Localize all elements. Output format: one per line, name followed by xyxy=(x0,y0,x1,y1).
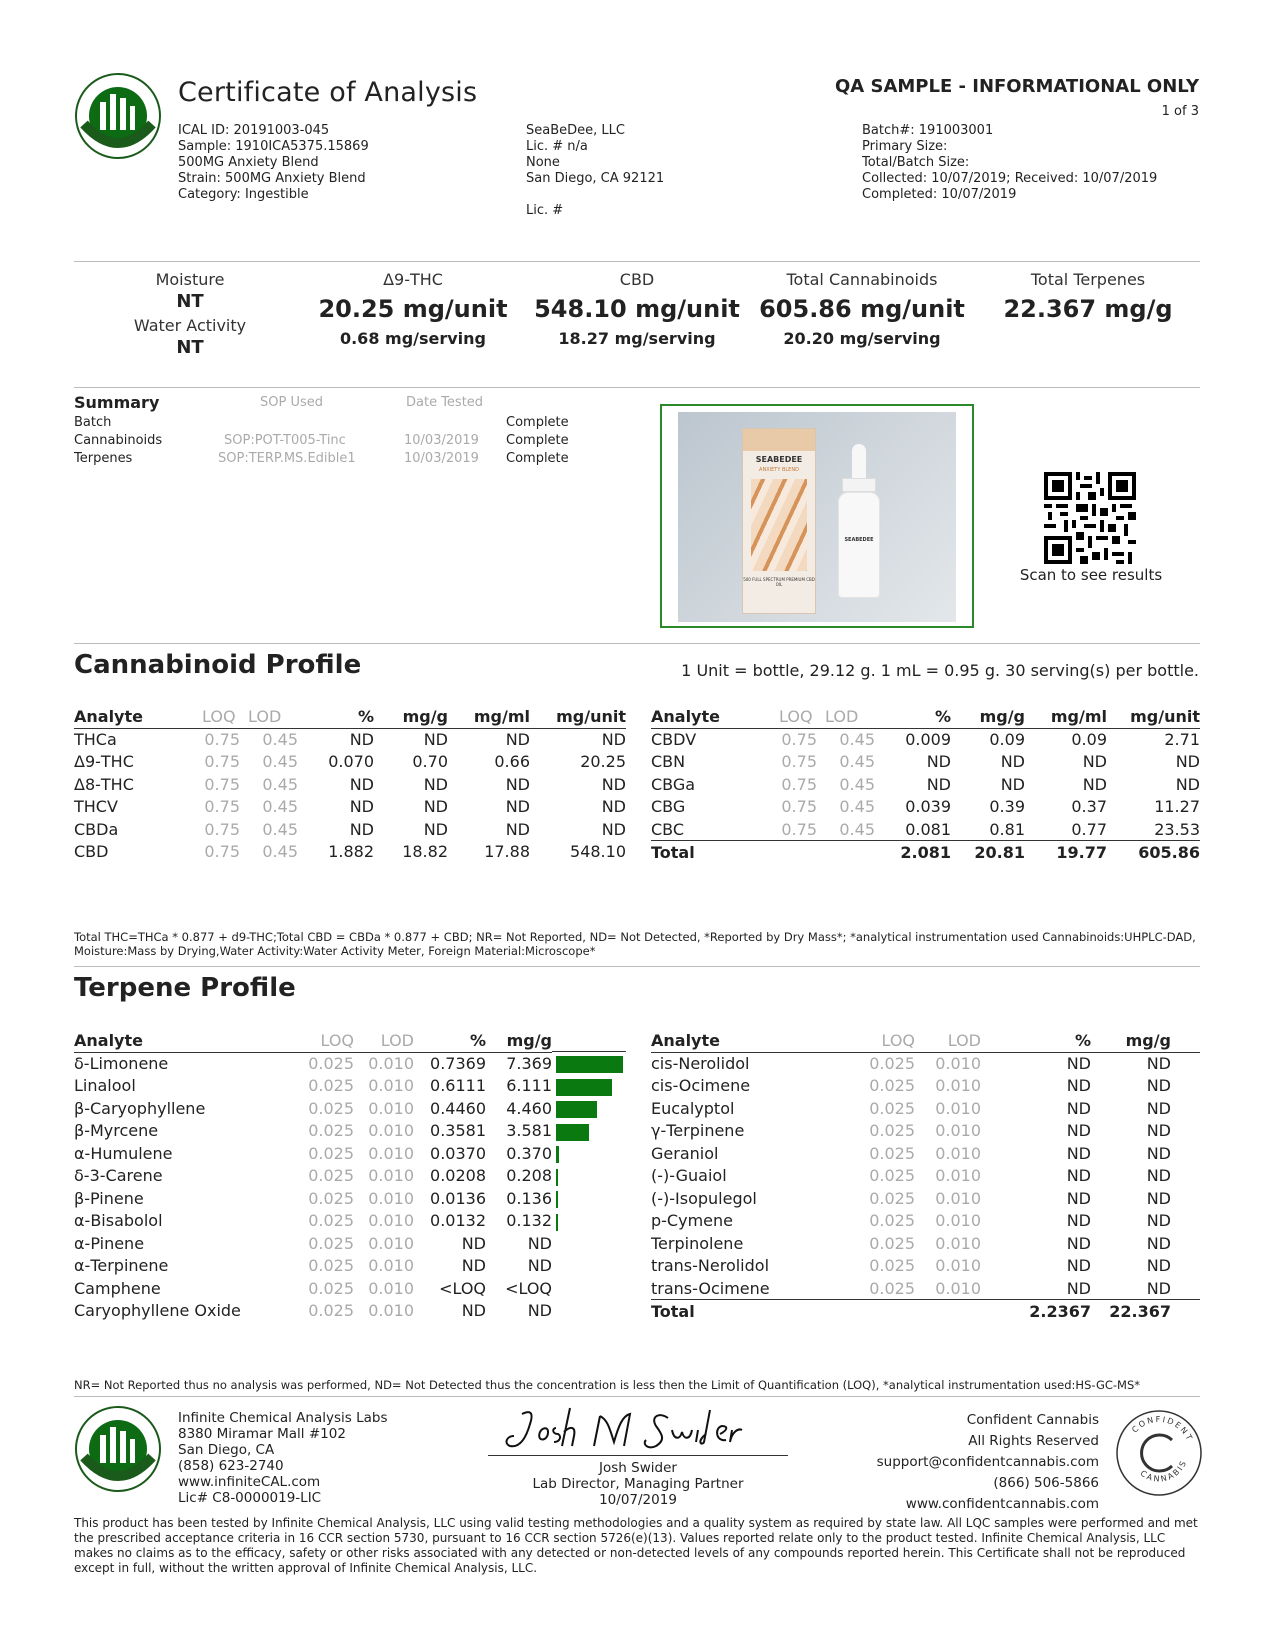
cell-value: 0.0132 xyxy=(430,1211,486,1231)
total-value: 20.81 xyxy=(951,841,1025,864)
cell-value: 0.45 xyxy=(262,819,298,839)
table-row xyxy=(74,1075,552,1098)
table-row xyxy=(74,1187,552,1210)
table-row xyxy=(74,818,626,841)
terpene-bar xyxy=(556,1169,558,1186)
table-row xyxy=(74,751,626,774)
analyte-name: δ-Limonene xyxy=(74,1054,169,1073)
cell-value: ND xyxy=(1146,1121,1171,1141)
cell-value: 0.45 xyxy=(839,797,875,817)
cell-value: 0.3581 xyxy=(430,1121,486,1141)
cell-value: 0.025 xyxy=(308,1166,354,1186)
analyte-name: Linalool xyxy=(74,1076,136,1096)
cell-value: ND xyxy=(527,1256,552,1276)
cell-value: 0.45 xyxy=(262,774,298,794)
cell-value: 0.010 xyxy=(935,1256,981,1276)
client-info: SeaBeDee, LLC Lic. # n/a None San Diego, CA 92121 Lic. # xyxy=(526,123,665,218)
cell-value: 0.75 xyxy=(781,730,817,749)
cell-value: 0.025 xyxy=(308,1054,354,1073)
analyte-name: CBGa xyxy=(651,774,696,794)
sample-info: ICAL ID: 20191003-045 Sample: 1910ICA5375.15869 500MG Anxiety Blend Strain: 500MG Anxiety Blend Category: Ingestible xyxy=(178,123,369,202)
cell-value: 0.010 xyxy=(935,1166,981,1186)
table-row xyxy=(651,751,1200,774)
total-value xyxy=(831,1300,915,1323)
cell-value: <LOQ xyxy=(505,1278,552,1298)
summary-row: Cannabinoids SOP:POT-T005-Tinc 10/03/2019 Complete xyxy=(74,433,569,448)
thc-metric: Δ9-THC 20.25 mg/unit 0.68 mg/serving xyxy=(318,270,508,348)
cell-value: 0.025 xyxy=(308,1278,354,1298)
analyte-name: (-)-Guaiol xyxy=(651,1166,727,1186)
analyte-name: β-Myrcene xyxy=(74,1121,159,1141)
total-value xyxy=(915,1300,981,1323)
cell-value: ND xyxy=(1082,774,1107,794)
cell-value: 0.025 xyxy=(869,1121,915,1141)
cell-value: ND xyxy=(1146,1076,1171,1096)
terpene-bar xyxy=(556,1191,558,1208)
divider xyxy=(74,1396,1200,1397)
cell-value: 0.45 xyxy=(262,842,298,862)
cell-value: ND xyxy=(349,730,374,749)
analyte-name: cis-Ocimene xyxy=(651,1076,751,1096)
terpene-bar xyxy=(556,1214,558,1231)
cell-value: 0.0370 xyxy=(430,1143,486,1163)
cell-value: 0.010 xyxy=(368,1211,414,1231)
cell-value: 0.75 xyxy=(204,819,240,839)
cell-value: 0.370 xyxy=(506,1143,552,1163)
total-row xyxy=(651,841,1200,864)
cell-value: 0.75 xyxy=(781,774,817,794)
table-row xyxy=(651,1232,1200,1255)
terpene-bar xyxy=(556,1056,623,1073)
analyte-name: Terpinolene xyxy=(651,1233,744,1253)
cell-value: 0.7369 xyxy=(430,1054,486,1073)
cell-value: 0.6111 xyxy=(430,1076,486,1096)
qr-code-icon xyxy=(1044,472,1136,564)
cell-value: 0.37 xyxy=(1071,797,1107,817)
terpene-table-right: Analyte LOQ LOD % mg/g cis-Nerolidol 0.025 0.010 ND ND cis-Ocimene 0.025 0.010 ND ND Eucalyptol 0.025 0.010 ND ND γ-Terpinene 0.025 0.010 ND ND Geraniol 0.025 0.010 ND ND (-)-Guaiol 0.025 0.010 ND ND (-)-Isopulegol 0.025 0.010 ND ND p-Cymene 0.025 0.010 ND ND Terpinolene 0.025 0.010 ND ND trans-Nerolidol 0.025 0.010 ND ND trans-Ocimene 0.025 0.010 ND ND Total 2.2367 22.367 xyxy=(651,1030,1200,1322)
cell-value: 0.45 xyxy=(262,797,298,817)
cell-value: 0.010 xyxy=(368,1143,414,1163)
analyte-name: CBDV xyxy=(651,730,697,749)
cell-value: ND xyxy=(349,797,374,817)
summary-row: Terpenes SOP:TERP.MS.Edible1 10/03/2019 Complete xyxy=(74,451,569,466)
table-row xyxy=(74,1277,552,1300)
cell-value: 0.45 xyxy=(839,752,875,772)
page-title: Certificate of Analysis xyxy=(178,77,478,108)
cell-value: 0.45 xyxy=(262,752,298,772)
cell-value: 0.09 xyxy=(1071,730,1107,749)
footer-lab-logo xyxy=(74,1405,162,1497)
cannabinoid-table-left: Analyte LOQ LOD % mg/g mg/ml mg/unit THCa 0.75 0.45 ND ND ND ND Δ9-THC 0.75 0.45 0.070 0.70 0.66 20.25 Δ8-THC 0.75 0.45 ND ND ND ND THCV 0.75 0.45 ND ND ND ND CBDa 0.75 0.45 ND ND ND ND CBD 0.75 0.45 1.882 18.82 17.88 548.10 xyxy=(74,706,626,862)
cell-value: ND xyxy=(1175,774,1200,794)
confident-website-link[interactable]: www.confidentcannabis.com xyxy=(905,1496,1099,1512)
table-row xyxy=(74,1142,552,1165)
cell-value: 20.25 xyxy=(580,752,626,772)
analyte-name: Eucalyptol xyxy=(651,1098,735,1118)
cell-value: ND xyxy=(1146,1278,1171,1298)
analyte-name: γ-Terpinene xyxy=(651,1121,745,1141)
cell-value: ND xyxy=(349,819,374,839)
cell-value: 0.025 xyxy=(869,1143,915,1163)
cell-value: 0.010 xyxy=(368,1098,414,1118)
cell-value: 0.70 xyxy=(412,752,448,772)
cell-value: 0.010 xyxy=(368,1054,414,1073)
date-header: Date Tested xyxy=(406,395,484,410)
cell-value: 0.025 xyxy=(869,1278,915,1298)
cell-value: 0.025 xyxy=(869,1188,915,1208)
lab-address: Infinite Chemical Analysis Labs 8380 Miramar Mall #102 San Diego, CA (858) 623-2740 www.infiniteCAL.com Lic# C8-0000019-LIC xyxy=(178,1410,388,1506)
cannabinoid-footnote: Total THC=THCa * 0.877 + d9-THC;Total CBD = CBDa * 0.877 + CBD; NR= Not Reported, ND= Not Detected, *Reported by Dry Mass*; *analytical instrumentation used Cannabinoids:UHPLC-DAD, Moisture:Mass by Drying,Water Activity:Water Activity Meter, Foreign Material:Microscope* xyxy=(74,930,1196,958)
cell-value: ND xyxy=(601,819,626,839)
divider xyxy=(74,643,1200,644)
cell-value: ND xyxy=(926,752,951,772)
table-row xyxy=(651,773,1200,796)
summary-title: Summary xyxy=(74,393,160,412)
cell-value: 0.025 xyxy=(308,1121,354,1141)
cell-value: 0.81 xyxy=(989,819,1025,839)
divider xyxy=(74,966,1200,967)
cell-value: ND xyxy=(601,797,626,817)
total-value: 2.2367 xyxy=(981,1300,1091,1323)
cell-value: 0.45 xyxy=(839,730,875,749)
cell-value: ND xyxy=(461,1301,486,1321)
lab-logo xyxy=(74,72,162,164)
analyte-name: α-Bisabolol xyxy=(74,1211,163,1231)
table-row xyxy=(74,1097,552,1120)
cell-value: ND xyxy=(349,774,374,794)
analyte-name: trans-Ocimene xyxy=(651,1278,770,1298)
cell-value: ND xyxy=(423,730,448,749)
cell-value: ND xyxy=(1146,1098,1171,1118)
table-row xyxy=(651,1142,1200,1165)
cell-value: 0.010 xyxy=(368,1233,414,1253)
terpene-bar xyxy=(556,1101,597,1118)
cell-value: 11.27 xyxy=(1154,797,1200,817)
analyte-name: THCa xyxy=(74,730,117,749)
cell-value: 0.75 xyxy=(781,819,817,839)
cell-value: 0.010 xyxy=(935,1188,981,1208)
cell-value: 0.010 xyxy=(368,1256,414,1276)
cell-value: ND xyxy=(1066,1076,1091,1096)
table-row xyxy=(74,1120,552,1143)
total-value: 2.081 xyxy=(875,841,951,864)
cell-value: 0.025 xyxy=(308,1143,354,1163)
analyte-name: Geraniol xyxy=(651,1143,719,1163)
cell-value: 0.025 xyxy=(308,1076,354,1096)
cell-value: 0.010 xyxy=(935,1098,981,1118)
cell-value: ND xyxy=(601,730,626,749)
cell-value: 0.45 xyxy=(839,819,875,839)
cell-value: 0.010 xyxy=(368,1278,414,1298)
cell-value: ND xyxy=(1000,752,1025,772)
confident-cannabis-seal xyxy=(1114,1408,1204,1502)
cell-value: 0.0208 xyxy=(430,1166,486,1186)
cell-value: 1.882 xyxy=(328,842,374,862)
terpene-footnote: NR= Not Reported thus no analysis was performed, ND= Not Detected thus the concentration is less then the Limit of Quantification (LOQ), *analytical instrumentation used:HS-GC-MS* xyxy=(74,1378,1141,1392)
cell-value: 0.039 xyxy=(905,797,951,817)
cell-value: ND xyxy=(1146,1166,1171,1186)
qr-caption: Scan to see results xyxy=(1019,566,1163,584)
cell-value: 0.010 xyxy=(935,1143,981,1163)
cell-value: 0.208 xyxy=(506,1166,552,1186)
cell-value: ND xyxy=(1146,1256,1171,1276)
table-row xyxy=(651,1120,1200,1143)
cell-value: 0.025 xyxy=(308,1233,354,1253)
cell-value: 0.39 xyxy=(989,797,1025,817)
cell-value: 23.53 xyxy=(1154,819,1200,839)
analyte-name: trans-Nerolidol xyxy=(651,1256,770,1276)
table-row xyxy=(651,1097,1200,1120)
total-row xyxy=(651,1300,1200,1323)
table-row xyxy=(651,796,1200,819)
qa-label: QA SAMPLE - INFORMATIONAL ONLY xyxy=(834,76,1199,97)
table-row xyxy=(74,773,626,796)
table-row xyxy=(651,728,1200,751)
cell-value: 7.369 xyxy=(506,1054,552,1073)
cell-value: ND xyxy=(527,1233,552,1253)
summary-table xyxy=(74,415,594,469)
analyte-name: CBN xyxy=(651,752,686,772)
cell-value: 0.025 xyxy=(869,1256,915,1276)
cannabinoid-table-right: Analyte LOQ LOD % mg/g mg/ml mg/unit CBDV 0.75 0.45 0.009 0.09 0.09 2.71 CBN 0.75 0.45 ND ND ND ND CBGa 0.75 0.45 ND ND ND ND CBG 0.75 0.45 0.039 0.39 0.37 11.27 CBC 0.75 0.45 0.081 0.81 0.77 23.53 Total 2.081 20.81 19.77 605.86 xyxy=(651,706,1200,862)
cell-value: 0.025 xyxy=(869,1233,915,1253)
total-label: Total xyxy=(651,1300,831,1323)
cell-value: ND xyxy=(1066,1188,1091,1208)
cell-value: 18.82 xyxy=(402,842,448,862)
table-row xyxy=(651,818,1200,841)
cell-value: 0.010 xyxy=(935,1121,981,1141)
cell-value: ND xyxy=(1066,1233,1091,1253)
table-row xyxy=(74,1232,552,1255)
summary-row: Batch Complete xyxy=(74,415,569,430)
cell-value: 0.010 xyxy=(935,1054,981,1073)
cell-value: 6.111 xyxy=(506,1076,552,1096)
analyte-name: β-Caryophyllene xyxy=(74,1098,206,1118)
analyte-name: p-Cymene xyxy=(651,1211,733,1231)
cell-value: ND xyxy=(1146,1188,1171,1208)
table-row xyxy=(74,728,626,751)
table-row xyxy=(651,1165,1200,1188)
analyte-name: β-Pinene xyxy=(74,1188,144,1208)
analyte-name: Δ8-THC xyxy=(74,774,134,794)
unit-note: 1 Unit = bottle, 29.12 g. 1 mL = 0.95 g. 30 serving(s) per bottle. xyxy=(681,661,1199,680)
total-value: 19.77 xyxy=(1025,841,1107,864)
table-row xyxy=(651,1277,1200,1300)
support-email-link[interactable]: support@confidentcannabis.com xyxy=(876,1454,1099,1470)
cell-value: ND xyxy=(1066,1054,1091,1073)
cell-value: ND xyxy=(527,1301,552,1321)
cell-value: 0.010 xyxy=(935,1211,981,1231)
cell-value: 0.75 xyxy=(781,797,817,817)
cell-value: ND xyxy=(505,774,530,794)
cell-value: 0.66 xyxy=(494,752,530,772)
cell-value: ND xyxy=(1146,1211,1171,1231)
table-row xyxy=(74,841,626,864)
cell-value: ND xyxy=(461,1233,486,1253)
table-row xyxy=(74,1300,552,1323)
cell-value: 0.025 xyxy=(869,1211,915,1231)
table-row xyxy=(651,1187,1200,1210)
cell-value: ND xyxy=(505,819,530,839)
total-label: Total xyxy=(651,841,769,864)
analyte-name: CBD xyxy=(74,842,109,862)
cell-value: 0.4460 xyxy=(430,1098,486,1118)
cell-value: 0.025 xyxy=(869,1054,915,1073)
analyte-name: α-Terpinene xyxy=(74,1256,169,1276)
cell-value: 0.081 xyxy=(905,819,951,839)
analyte-name: α-Pinene xyxy=(74,1233,145,1253)
table-row xyxy=(74,1210,552,1233)
signer-info: Josh Swider Lab Director, Managing Partner 10/07/2019 xyxy=(532,1460,744,1508)
page-number: 1 of 3 xyxy=(1161,104,1199,119)
table-row xyxy=(74,1165,552,1188)
cell-value: 0.75 xyxy=(204,797,240,817)
svg-text:CONFIDENT: CONFIDENT xyxy=(1130,1414,1195,1444)
cell-value: ND xyxy=(1066,1278,1091,1298)
cell-value: 0.010 xyxy=(935,1076,981,1096)
cell-value: 0.025 xyxy=(308,1188,354,1208)
cell-value: 0.45 xyxy=(839,774,875,794)
analyte-name: CBC xyxy=(651,819,685,839)
cell-value: ND xyxy=(1082,752,1107,772)
cannabinoid-title: Cannabinoid Profile xyxy=(74,650,362,680)
disclaimer: This product has been tested by Infinite Chemical Analysis, LLC using valid testing methodologies and a quality system as required by state law. All LQC samples were performed and met the prescribed acceptance criteria in 16 CCR section 5730, pursuant to 16 CCR section 5726(e)(13). Values reported relate only to the product tested. Infinite Chemical Analysis, LLC makes no claims as to the efficacy, safety or other risks associated with any detected or non-detected levels of any compounds reported herein. This Certificate shall not be reproduced except in full, without the written approval of Infinite Chemical Analysis, LLC. xyxy=(74,1516,1198,1575)
cell-value: ND xyxy=(926,774,951,794)
divider xyxy=(74,261,1200,262)
cell-value: ND xyxy=(1066,1211,1091,1231)
product-photo xyxy=(660,404,974,628)
cell-value: 0.010 xyxy=(368,1076,414,1096)
terpene-table-left: Analyte LOQ LOD % mg/g δ-Limonene 0.025 0.010 0.7369 7.369 Linalool 0.025 0.010 0.6111 6.111 β-Caryophyllene 0.025 0.010 0.4460 4.460 β-Myrcene 0.025 0.010 0.3581 3.581 α-Humulene 0.025 0.010 0.0370 0.370 δ-3-Carene 0.025 0.010 0.0208 0.208 β-Pinene 0.025 0.010 0.0136 0.136 α-Bisabolol 0.025 0.010 0.0132 0.132 α-Pinene 0.025 0.010 ND ND α-Terpinene 0.025 0.010 ND ND Camphene 0.025 0.010 <LOQ <LOQ Caryophyllene Oxide 0.025 0.010 ND ND xyxy=(74,1030,552,1321)
cell-value: ND xyxy=(1000,774,1025,794)
cell-value: 0.025 xyxy=(869,1166,915,1186)
total-value xyxy=(817,841,875,864)
terpene-bar xyxy=(556,1079,612,1096)
analyte-name: δ-3-Carene xyxy=(74,1166,163,1186)
moisture-metric: Moisture NT Water Activity NT xyxy=(133,270,247,358)
cell-value: 0.025 xyxy=(308,1301,354,1321)
qr-code[interactable] xyxy=(1044,472,1136,568)
cell-value: 0.010 xyxy=(368,1188,414,1208)
table-row xyxy=(651,1255,1200,1278)
cell-value: 0.77 xyxy=(1071,819,1107,839)
cell-value: 4.460 xyxy=(506,1098,552,1118)
svg-text:CANNABIS: CANNABIS xyxy=(1138,1458,1189,1484)
signature-line xyxy=(488,1455,788,1456)
cell-value: 0.025 xyxy=(308,1256,354,1276)
cell-value: 17.88 xyxy=(484,842,530,862)
cell-value: 0.010 xyxy=(935,1278,981,1298)
cell-value: ND xyxy=(1146,1233,1171,1253)
cell-value: 0.75 xyxy=(781,752,817,772)
cell-value: 0.070 xyxy=(328,752,374,772)
cell-value: 0.136 xyxy=(506,1188,552,1208)
cell-value: 0.009 xyxy=(905,730,951,749)
confident-info: Confident Cannabis All Rights Reserved support@confidentcannabis.com (866) 506-5866 www.confidentcannabis.com xyxy=(877,1410,1099,1515)
cell-value: 0.132 xyxy=(506,1211,552,1231)
product-box: SEABEDEE ANXIETY BLEND 500 FULL SPECTRUM PREMIUM CBD OIL xyxy=(742,428,816,614)
table-row xyxy=(651,1210,1200,1233)
cell-value: 0.025 xyxy=(869,1098,915,1118)
cell-value: ND xyxy=(1146,1054,1171,1073)
total-value: 22.367 xyxy=(1091,1300,1171,1323)
cell-value: 0.010 xyxy=(368,1166,414,1186)
divider xyxy=(74,387,1200,388)
terpene-bar xyxy=(556,1146,559,1163)
analyte-name: α-Humulene xyxy=(74,1143,173,1163)
cell-value: 0.025 xyxy=(869,1076,915,1096)
cell-value: ND xyxy=(423,819,448,839)
cell-value: ND xyxy=(1066,1256,1091,1276)
cell-value: 0.010 xyxy=(935,1233,981,1253)
cell-value: ND xyxy=(423,774,448,794)
analyte-name: CBDa xyxy=(74,819,119,839)
cell-value: 0.0136 xyxy=(430,1188,486,1208)
cell-value: ND xyxy=(505,797,530,817)
product-bottle: SEABEDEE xyxy=(838,492,880,598)
analyte-name: cis-Nerolidol xyxy=(651,1054,750,1073)
cell-value: 3.581 xyxy=(506,1121,552,1141)
cell-value: ND xyxy=(1066,1121,1091,1141)
analyte-name: Caryophyllene Oxide xyxy=(74,1301,241,1321)
cell-value: 0.09 xyxy=(989,730,1025,749)
cell-value: 0.75 xyxy=(204,730,240,749)
total-value: 605.86 xyxy=(1107,841,1200,864)
terpene-title: Terpene Profile xyxy=(74,973,296,1003)
cell-value: ND xyxy=(1146,1143,1171,1163)
total-cannabinoids-metric: Total Cannabinoids 605.86 mg/unit 20.20 mg/serving xyxy=(759,270,965,348)
cell-value: 0.75 xyxy=(204,774,240,794)
analyte-name: Δ9-THC xyxy=(74,752,134,772)
cell-value: <LOQ xyxy=(439,1278,486,1298)
cell-value: ND xyxy=(461,1256,486,1276)
table-row xyxy=(74,796,626,819)
cell-value: 0.75 xyxy=(204,752,240,772)
cell-value: 2.71 xyxy=(1164,730,1200,749)
cell-value: 548.10 xyxy=(570,842,626,862)
cell-value: 0.025 xyxy=(308,1211,354,1231)
analyte-name: Camphene xyxy=(74,1278,161,1298)
cell-value: 0.025 xyxy=(308,1098,354,1118)
total-terpenes-metric: Total Terpenes 22.367 mg/g xyxy=(1003,270,1173,323)
table-row xyxy=(651,1052,1200,1075)
cell-value: 0.75 xyxy=(204,842,240,862)
sop-header: SOP Used xyxy=(260,395,323,410)
cell-value: 0.010 xyxy=(368,1301,414,1321)
analyte-name: CBG xyxy=(651,797,686,817)
cell-value: 0.45 xyxy=(262,730,298,749)
cell-value: ND xyxy=(423,797,448,817)
total-value xyxy=(769,841,817,864)
terpene-bar xyxy=(556,1124,589,1141)
cbd-metric: CBD 548.10 mg/unit 18.27 mg/serving xyxy=(534,270,740,348)
terpene-bars xyxy=(556,1054,626,1334)
cell-value: 0.010 xyxy=(368,1121,414,1141)
cell-value: ND xyxy=(1066,1166,1091,1186)
analyte-name: (-)-Isopulegol xyxy=(651,1188,757,1208)
table-row xyxy=(74,1052,552,1075)
batch-info: Batch#: 191003001 Primary Size: Total/Batch Size: Collected: 10/07/2019; Received: 10/07/2019 Completed: 10/07/2019 xyxy=(862,123,1158,202)
analyte-name: THCV xyxy=(74,797,118,817)
table-row xyxy=(74,1255,552,1278)
cell-value: ND xyxy=(1175,752,1200,772)
cell-value: ND xyxy=(1066,1098,1091,1118)
table-row xyxy=(651,1075,1200,1098)
cell-value: ND xyxy=(1066,1143,1091,1163)
cell-value: ND xyxy=(601,774,626,794)
cell-value: ND xyxy=(505,730,530,749)
